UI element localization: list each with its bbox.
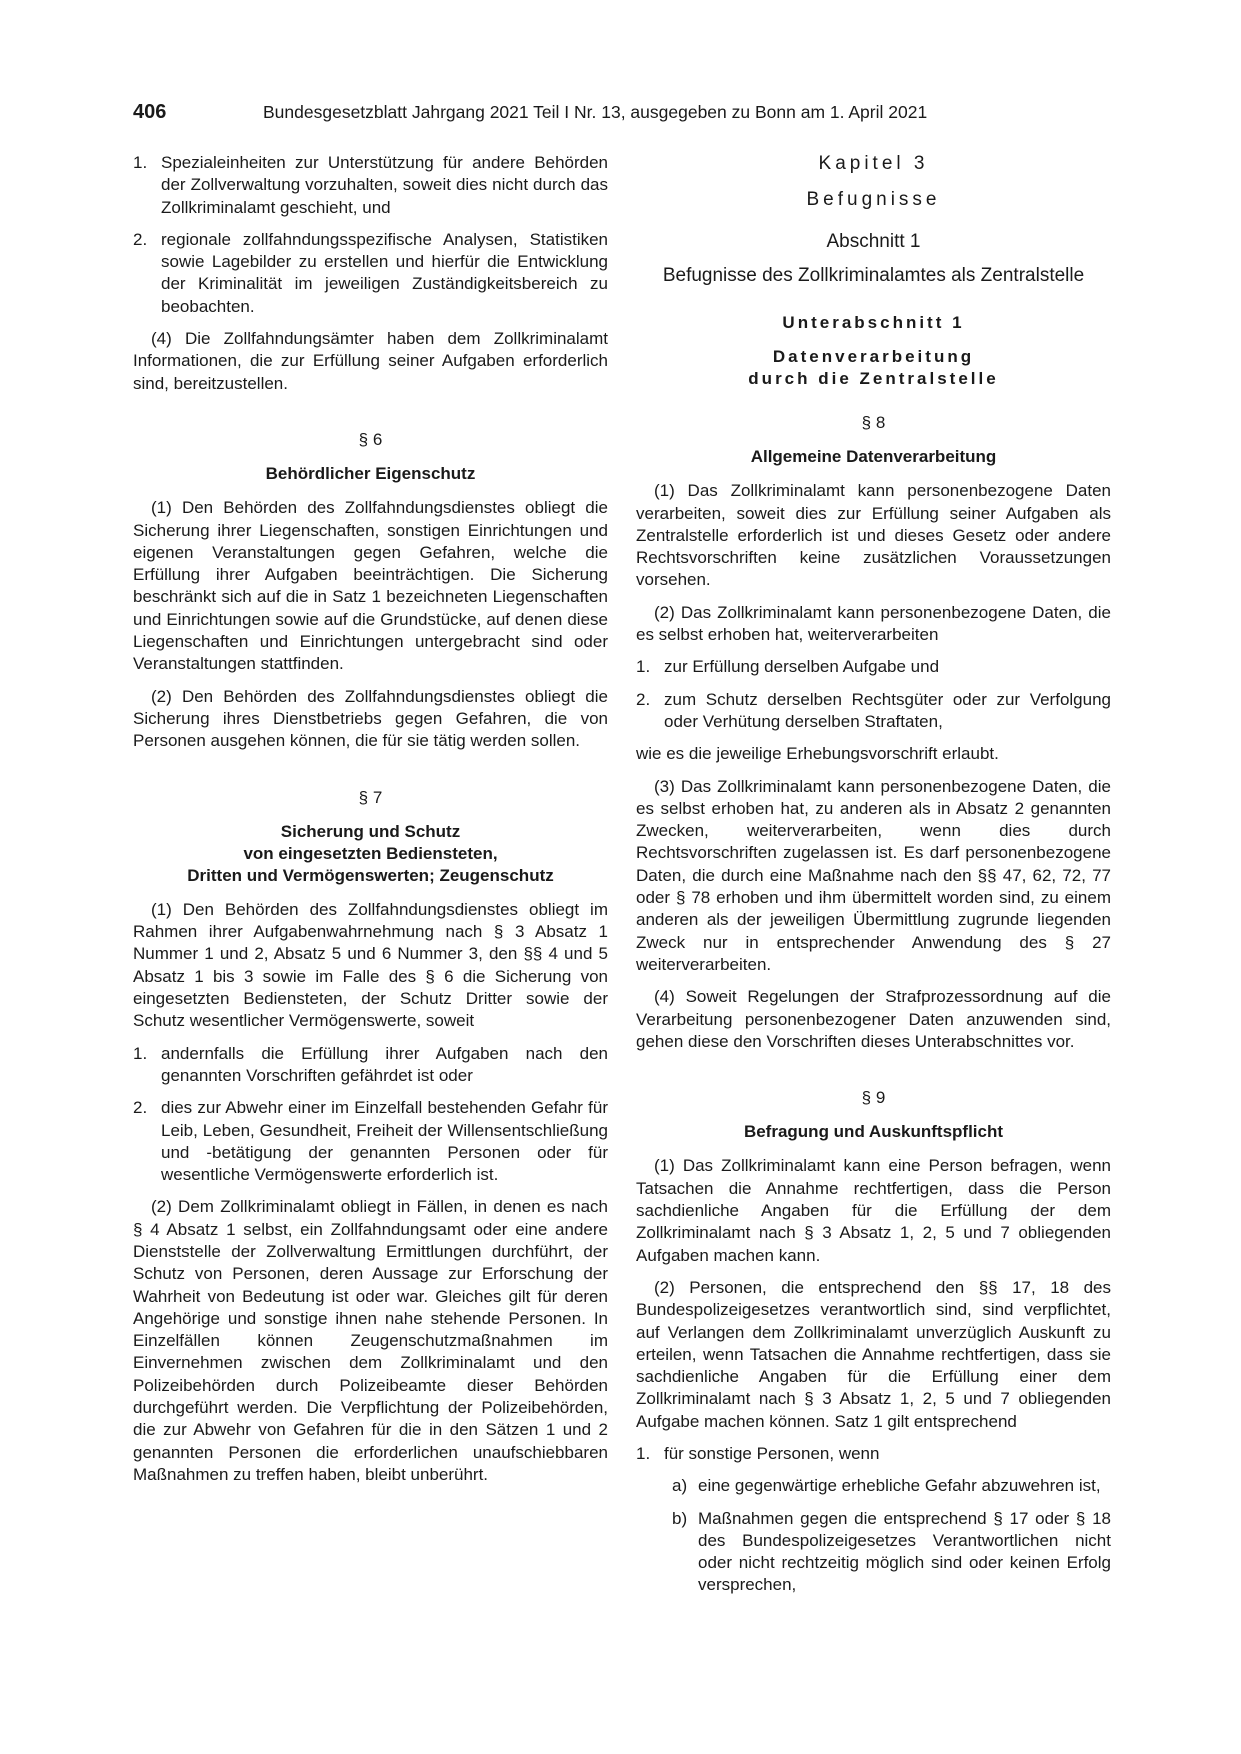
section-title [133, 821, 608, 887]
section-title: Behördlicher Eigenschutz [265, 464, 476, 484]
sub-list-item [636, 1508, 1111, 1597]
list-item [133, 1043, 608, 1088]
section-number: § 7 [358, 787, 383, 807]
part-title: Befugnisse des Zollkriminalamtes als Zentralstelle [662, 265, 1085, 286]
paragraph: (2) Dem Zollkriminalamt obliegt in Fällen, in denen es nach § 4 Absatz 1 selbst, ein Zollfahndungsamt oder eine andere Dienststelle der Zollverwaltung Ermittlungen durchführt, der Schutz von Personen, deren Aussage zur Erforschung der Wahrheit von Bedeutung ist oder war. Gleiches gilt für deren Angehörige und sonstige ihnen nahe stehende Personen. In Einzelfällen können Zeugenschutzmaßnahmen im Einvernehmen zwischen dem Zollkriminalamt und den Polizeibehörden durch Polizeibeamte dieser Behörden durchgeführt werden. Die Verpflichtung der Polizeibehörden, die zur Abwehr von Gefahren für die in den Sätzen 1 und 2 genannten Personen die erforderlichen unaufschiebbaren Maßnahmen zu treffen haben, bleibt unberührt. [133, 1197, 608, 1484]
section-title: Allgemeine Datenverarbeitung [750, 447, 997, 467]
list-item-text: zum Schutz derselben Rechtsgüter oder zur Verfolgung oder Verhütung derselben Straftaten, [664, 689, 1111, 731]
subpart-heading: Unterabschnitt 1 [782, 313, 965, 332]
list-item-text: für sonstige Personen, wenn [664, 1443, 880, 1463]
list-item-text: dies zur Abwehr einer im Einzelfall bestehenden Gefahr für Leib, Leben, Gesundheit, Freiheit der Willensentschließung und -betätigung der genannten Personen oder für wesentliche Vermögenswerte erforderlich ist. [161, 1098, 608, 1185]
list-item-text: regionale zollfahndungsspezifische Analysen, Statistiken sowie Lagebilder zu erstellen und hierfür die Entwicklung der Kriminalität im jeweiligen Zuständigkeitsbereich zu beobachten. [161, 229, 608, 316]
sub-list-item-text: Maßnahmen gegen die entsprechend § 17 oder § 18 des Bundespolizeigesetzes Verantwortlichen nicht oder nicht rechtzeitig möglich sind oder keinen Erfolg versprechen, [698, 1508, 1111, 1595]
subpart-title [636, 346, 1111, 390]
left-column [133, 152, 608, 1496]
running-head: Bundesgesetzblatt Jahrgang 2021 Teil I Nr. 13, ausgegeben zu Bonn am 1. April 2021 [263, 102, 928, 122]
section-title-line: Sicherung und Schutz [280, 821, 461, 841]
section-title-line: von eingesetzten Bediensteten, [243, 843, 498, 863]
list-item [133, 152, 608, 219]
list-item-number: 1. [636, 1443, 651, 1463]
page-number: 406 [133, 101, 167, 123]
paragraph: (1) Den Behörden des Zollfahndungsdienstes obliegt die Sicherung ihrer Liegenschaften, sonstigen Einrichtungen und eigenen Veranstaltungen gegen Gefahren, welche die Erfüllung ihrer Aufgaben beeinträchtigen. Die Sicherung beschränkt sich auf die in Satz 1 bezeichneten Liegenschaften und Einrichtungen sowie auf die Grundstücke, auf denen diese Liegenschaften und Einrichtungen untergebracht sind oder Veranstaltungen stattfinden. [133, 498, 608, 674]
paragraph: (4) Die Zollfahndungsämter haben dem Zollkriminalamt Informationen, die zur Erfüllung seiner Aufgaben erforderlich sind, bereitzustellen. [133, 329, 608, 393]
chapter-heading: Kapitel 3 [818, 153, 929, 174]
page-header [133, 101, 1108, 127]
list-item [636, 1443, 1111, 1465]
section-number: § 9 [861, 1088, 886, 1108]
part-heading: Abschnitt 1 [826, 231, 921, 252]
section-title-line: Dritten und Vermögenswerten; Zeugenschutz [187, 865, 554, 885]
chapter-title: Befugnisse [806, 189, 941, 210]
list-item-text: andernfalls die Erfüllung ihrer Aufgaben nach den genannten Vorschriften gefährdet ist oder [161, 1043, 608, 1085]
paragraph: (3) Das Zollkriminalamt kann personenbezogene Daten, die es selbst erhoben hat, zu anderen als in Absatz 2 genannten Zwecken, weiterverarbeiten, wenn dies durch Rechtsvorschriften zugelassen ist. Es darf personenbezogene Daten, die durch eine Maßnahme nach den §§ 47, 62, 72, 77 oder § 78 erhoben und ihm übermittelt worden sind, zu einem anderen als der jeweiligen Übermittlung zugrunde liegenden Zweck nur in entsprechender Anwendung des § 27 weiterverarbeiten. [636, 776, 1111, 974]
list-item-number: 1. [133, 1043, 148, 1063]
sub-list-item-text: eine gegenwärtige erhebliche Gefahr abzuwehren ist, [698, 1476, 1101, 1496]
list-item-text: Spezialeinheiten zur Unterstützung für andere Behörden der Zollverwaltung vorzuhalten, soweit dies nicht durch das Zollkriminalamt geschieht, und [161, 153, 608, 217]
section-number: § 6 [358, 429, 383, 449]
paragraph: wie es die jeweilige Erhebungsvorschrift erlaubt. [636, 744, 999, 764]
list-item [133, 229, 608, 318]
list-item-number: 1. [636, 657, 651, 677]
section-number: § 8 [861, 413, 886, 432]
paragraph: (1) Das Zollkriminalamt kann personenbezogene Daten verarbeiten, soweit dies zur Erfüllung seiner Aufgaben als Zentralstelle erforderlich ist und dieses Gesetz oder andere Rechtsvorschriften keine zusätzlichen Voraussetzungen vorsehen. [636, 481, 1111, 590]
subpart-title-line: Datenverarbeitung [772, 347, 975, 366]
list-item [636, 689, 1111, 734]
list-item-number: 2. [133, 229, 148, 249]
sub-list-item-letter: a) [672, 1476, 688, 1496]
list-item-number: 2. [636, 689, 651, 709]
paragraph: (2) Personen, die entsprechend den §§ 17, 18 des Bundespolizeigesetzes verantwortlich sind, sind verpflichtet, auf Verlangen dem Zollkriminalamt unverzüglich Auskunft zu erteilen, wenn Tatsachen die Annahme rechtfertigen, dass sie sachdienliche Angaben für die Erfüllung einer dem Zollkriminalamt nach § 3 Absatz 1, 2, 5 und 7 obliegenden Aufgabe machen können. Satz 1 gilt entsprechend [636, 1277, 1111, 1431]
paragraph: (1) Das Zollkriminalamt kann eine Person befragen, wenn Tatsachen die Annahme rechtfertigen, dass die Person sachdienliche Angaben für die Erfüllung der dem Zollkriminalamt nach § 3 Absatz 1, 2, 5 und 7 obliegenden Aufgaben machen kann. [636, 1156, 1111, 1265]
paragraph: (1) Den Behörden des Zollfahndungsdienstes obliegt im Rahmen ihrer Aufgabenwahrnehmung nach § 3 Absatz 1 Nummer 1 und 2, Absatz 5 und 6 Nummer 3, den §§ 4 und 5 Absatz 1 bis 3 sowie im Falle des § 6 die Sicherung von eingesetzten Bediensteten, der Schutz Dritter sowie der Schutz wesentlicher Vermögenswerte, soweit [133, 899, 608, 1031]
paragraph: (4) Soweit Regelungen der Strafprozessordnung auf die Verarbeitung personenbezogener Daten anzuwenden sind, gehen diese den Vorschriften dieses Unterabschnittes vor. [636, 987, 1111, 1051]
list-item [133, 1097, 608, 1186]
list-item-number: 1. [133, 153, 148, 172]
list-item [636, 656, 1111, 678]
paragraph: (2) Das Zollkriminalamt kann personenbezogene Daten, die es selbst erhoben hat, weiterverarbeiten [636, 602, 1111, 645]
sub-list-item-letter: b) [672, 1508, 688, 1528]
right-column [636, 152, 1111, 1607]
section-title: Befragung und Auskunftspflicht [743, 1122, 1004, 1142]
paragraph: (2) Den Behörden des Zollfahndungsdienstes obliegt die Sicherung ihres Dienstbetriebs gegen Gefahren, die von Personen ausgehen können, die für sie tätig werden sollen. [133, 686, 608, 751]
list-item-text: zur Erfüllung derselben Aufgabe und [664, 657, 940, 677]
list-item-number: 2. [133, 1098, 148, 1118]
subpart-title-line: durch die Zentralstelle [748, 369, 999, 388]
sub-list-item [636, 1475, 1111, 1497]
